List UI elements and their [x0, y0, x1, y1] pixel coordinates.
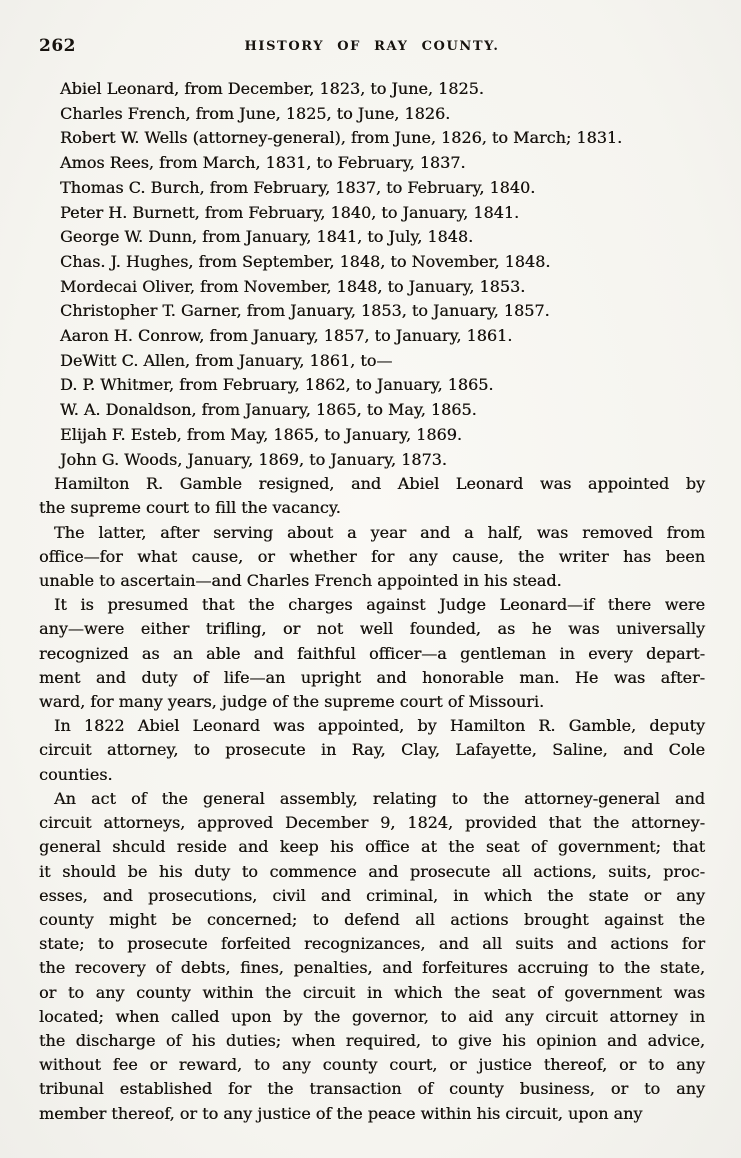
text-line: DeWitt C. Allen, from January, 1861, to—	[60, 350, 393, 370]
page-number: 262	[39, 36, 76, 56]
text-line: W. A. Donaldson, from January, 1865, to May, 1865.	[60, 400, 477, 420]
text-line: county might be concerned; to defend all actions brought against the	[39, 909, 705, 929]
text-line: Abiel Leonard, from December, 1823, to June, 1825.	[60, 79, 484, 98]
paragraph	[39, 521, 705, 594]
text-line: counties.	[39, 764, 113, 784]
text-line: D. P. Whitmer, from February, 1862, to January, 1865.	[60, 375, 494, 395]
text-line: tribunal established for the transaction of county business, or to any	[39, 1079, 705, 1099]
text-line: Christopher T. Garner, from January, 1853, to January, 1857.	[60, 301, 550, 321]
text-line: ment and duty of life—an upright and honorable man. He was after-	[39, 667, 705, 687]
text-line: recognized as an able and faithful officer—a gentleman in every depart-	[39, 643, 705, 663]
paragraph	[39, 787, 705, 1126]
text-line: Chas. J. Hughes, from September, 1848, to November, 1848.	[60, 251, 551, 271]
page-header	[39, 36, 705, 58]
text-line: Hamilton R. Gamble resigned, and Abiel Leonard was appointed by	[54, 474, 705, 494]
page-content	[39, 77, 705, 1126]
text-line: located; when called upon by the governor, to aid any circuit attorney in	[39, 1006, 705, 1026]
text-line: An act of the general assembly, relating to the attorney-general and	[54, 788, 705, 808]
text-line: the recovery of debts, fines, penalties, and forfeitures accruing to the state,	[39, 958, 705, 978]
paragraph	[39, 472, 705, 520]
text-line: unable to ascertain—and Charles French appointed in his stead.	[39, 571, 562, 591]
text-line: the supreme court to fill the vacancy.	[39, 498, 341, 518]
text-line: Thomas C. Burch, from February, 1837, to February, 1840.	[60, 177, 536, 197]
text-line: the discharge of his duties; when required, to give his opinion and advice,	[39, 1030, 705, 1050]
paragraphs	[39, 472, 705, 1125]
text-line: circuit attorneys, approved December 9, 1824, provided that the attorney-	[39, 813, 705, 833]
text-line: Mordecai Oliver, from November, 1848, to January, 1853.	[60, 276, 526, 296]
text-line: any—were either trifling, or not well founded, as he was universally	[39, 619, 705, 639]
text-line: circuit attorney, to prosecute in Ray, Clay, Lafayette, Saline, and Cole	[39, 740, 705, 760]
text-line: The latter, after serving about a year and a half, was removed from	[54, 522, 705, 542]
text-line: office—for what cause, or whether for any cause, the writer has been	[39, 546, 705, 566]
attorneys-list	[39, 77, 705, 472]
text-line: or to any county within the circuit in which the seat of government was	[39, 982, 705, 1002]
running-title: HISTORY OF RAY COUNTY.	[244, 39, 500, 54]
text-line: without fee or reward, to any county court, or justice thereof, or to any	[39, 1055, 705, 1075]
text-line: Charles French, from June, 1825, to June, 1826.	[60, 103, 451, 123]
text-line: In 1822 Abiel Leonard was appointed, by Hamilton R. Gamble, deputy	[54, 716, 705, 736]
text-line: Peter H. Burnett, from February, 1840, to January, 1841.	[60, 202, 520, 222]
text-line: George W. Dunn, from January, 1841, to July, 1848.	[60, 227, 474, 247]
text-line: esses, and prosecutions, civil and criminal, in which the state or any	[39, 885, 705, 905]
text-line: It is presumed that the charges against Judge Leonard—if there were	[54, 595, 705, 615]
paragraph	[39, 714, 705, 787]
text-line: John G. Woods, January, 1869, to January, 1873.	[60, 449, 447, 469]
text-line: it should be his duty to commence and prosecute all actions, suits, proc-	[39, 861, 705, 881]
text-line: member thereof, or to any justice of the peace within his circuit, upon any	[39, 1103, 643, 1123]
text-line: ward, for many years, judge of the supreme court of Missouri.	[39, 692, 545, 712]
text-line: Robert W. Wells (attorney-general), from June, 1826, to March; 1831.	[60, 128, 623, 148]
text-line: general shculd reside and keep his office at the seat of government; that	[39, 837, 705, 857]
text-line: Aaron H. Conrow, from January, 1857, to January, 1861.	[60, 326, 513, 346]
text-line: Amos Rees, from March, 1831, to February, 1837.	[60, 153, 466, 173]
paragraph	[39, 593, 705, 714]
text-line: state; to prosecute forfeited recognizances, and all suits and actions for	[39, 934, 705, 954]
text-line: Elijah F. Esteb, from May, 1865, to January, 1869.	[60, 424, 462, 444]
